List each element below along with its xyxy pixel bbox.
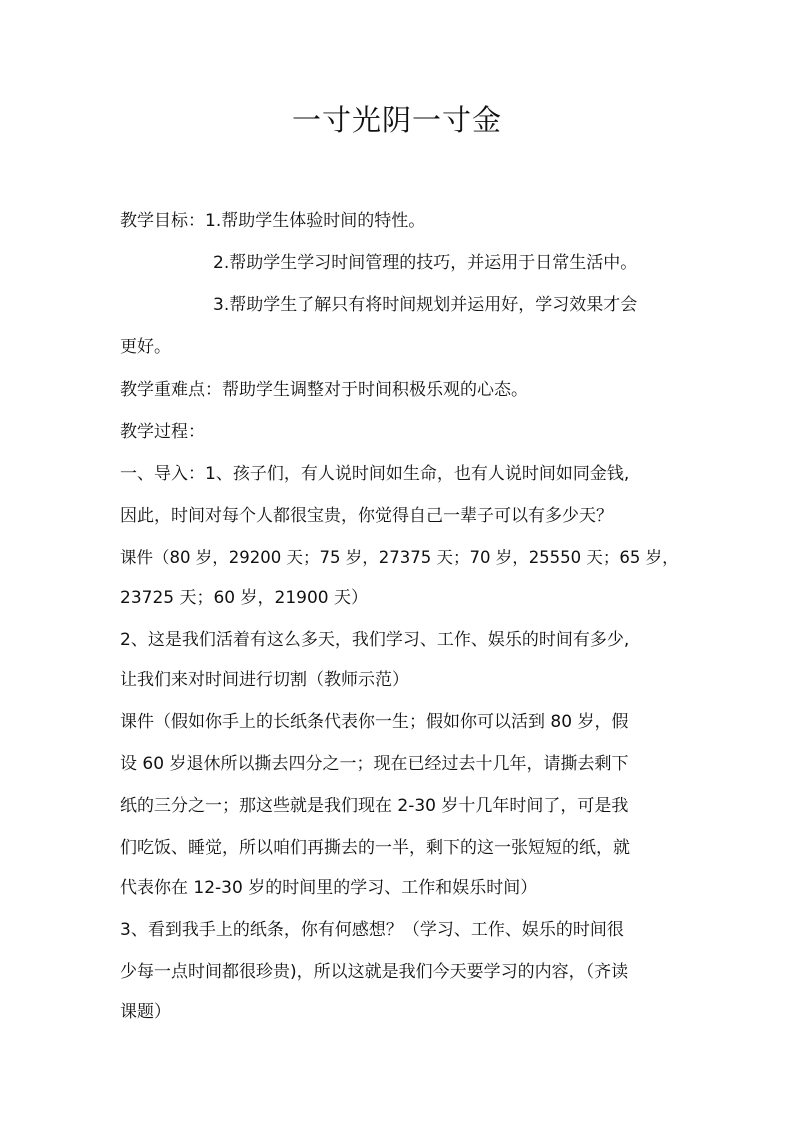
objective-line-3-cont: 更好。 (120, 337, 171, 357)
intro-line-2: 因此，时间对每个人都很宝贵，你觉得自己一辈子可以有多少天？ (120, 506, 613, 526)
step2-courseware-line-4: 们吃饭、睡觉，所以咱们再撕去的一半，剩下的这一张短短的纸，就 (120, 838, 630, 858)
step2-courseware-line-2: 设 60 岁退休所以撕去四分之一；现在已经过去十几年，请撕去剩下 (120, 754, 629, 774)
step3-line-3: 课题） (120, 1002, 171, 1022)
intro-line-1: 一、导入：1、孩子们，有人说时间如生命，也有人说时间如同金钱, (120, 464, 630, 484)
step2-courseware-line-5: 代表你在 12-30 岁的时间里的学习、工作和娱乐时间） (120, 878, 538, 898)
step2-courseware-line-1: 课件（假如你手上的长纸条代表你一生；假如你可以活到 80 岁，假 (120, 712, 629, 732)
step2-line-1: 2、这是我们活着有这么多天，我们学习、工作、娱乐的时间有多少, (120, 630, 630, 650)
courseware-line-1: 课件（80 岁，29200 天；75 岁，27375 天；70 岁，25550 天；65 岁， (120, 548, 679, 567)
objective-line-1: 教学目标：1.帮助学生体验时间的特性。 (120, 211, 426, 231)
step2-courseware-line-3: 纸的三分之一；那这些就是我们现在 2-30 岁十几年时间了，可是我 (120, 796, 629, 816)
step3-line-2: 少每一点时间都很珍贵)，所以这就是我们今天要学习的内容，（齐读 (120, 962, 629, 982)
process-heading: 教学过程： (120, 422, 205, 442)
objective-line-3: 3.帮助学生了解只有将时间规划并运用好，学习效果才会 (213, 295, 638, 315)
key-points-line: 教学重难点：帮助学生调整对于时间积极乐观的心态。 (120, 380, 528, 400)
objective-line-2: 2.帮助学生学习时间管理的技巧，并运用于日常生活中。 (213, 253, 638, 273)
step2-line-2: 让我们来对时间进行切割（教师示范） (120, 670, 409, 690)
courseware-line-2: 23725 天；60 岁，21900 天） (120, 588, 369, 608)
step3-line-1: 3、看到我手上的纸条，你有何感想？（学习、工作、娱乐的时间很 (120, 920, 624, 940)
document-title: 一寸光阴一寸金 (291, 103, 502, 137)
